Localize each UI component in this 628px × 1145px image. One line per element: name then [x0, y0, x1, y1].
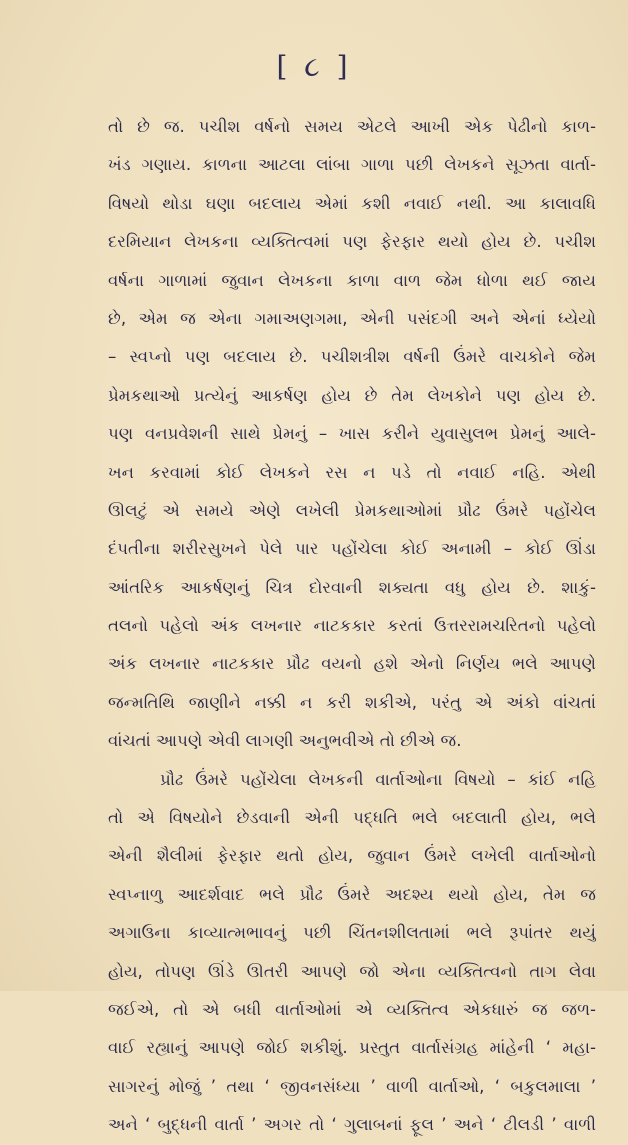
text-line: સ્વપ્નાળુ આદર્શવાદ ભલે પ્રૌઢ ઉંમરે અદશ્ય થયો હોય, તેમ જ	[108, 884, 596, 904]
text-line: વાંચતાં આપણે એવી લાગણી અનુભવીએ તો છીએ જ.	[108, 731, 462, 751]
text-line: વર્ષના ગાળામાં જુવાન લેખકના કાળા વાળ જેમ ધોળા થઈ જાય	[108, 270, 596, 290]
text-line: અંક લખનાર નાટકકાર પ્રૌઢ વયનો હશે એનો નિર્ણય ભલે આપણે	[108, 654, 596, 674]
text-line: અગાઉના કાવ્યાત્મભાવનું પછી ચિંતનશીલતામાં ભલે રૂપાંતર થયું	[108, 923, 596, 943]
text-line: દરમિયાન લેખકના વ્યક્તિત્વમાં પણ ફેરફાર થયો હોય છે. પચીશ	[108, 232, 596, 252]
text-line: તલનો પહેલો અંક લખનાર નાટકકાર કરતાં ઉત્તરરામચરિતનો પહેલો	[108, 616, 596, 636]
text-line: વિષયો થોડા ઘણા બદલાય એમાં કશી નવાઈ નથી. આ કાલાવધિ	[108, 193, 596, 213]
text-line: જઈએ, તો એ બધી વાર્તાઓમાં એ વ્યક્તિત્વ એકધારું જ જળ-	[108, 999, 596, 1019]
text-line: સાગરનું મોજું ’ તથા ‘ જીવનસંધ્યા ’ વાળી વાર્તાઓ, ‘ બકુલમાલા ’	[108, 1076, 596, 1096]
paragraph-1	[108, 108, 596, 761]
text-line: ખંડ ગણાય. કાળના આટલા લાંબા ગાળા પછી લેખકને સૂઝતા વાર્તા-	[108, 155, 596, 175]
text-line: જન્મતિથિ જાણીને નક્કી ન કરી શકીએ, પરંતુ એ અંકો વાંચતાં	[108, 692, 596, 712]
page-number: [ ૮ ]	[276, 50, 352, 83]
text-line: આંતરિક આકર્ષણનું ચિત્ર દોરવાની શક્યતા વધુ હોય છે. શાકું-	[108, 577, 596, 597]
body-text	[108, 108, 596, 1145]
text-line: તો છે જ. પચીશ વર્ષનો સમય એટલે આખી એક પેઢીનો કાળ-	[108, 117, 596, 136]
text-line: – સ્વપ્નો પણ બદલાય છે. પચીશત્રીશ વર્ષની ઉંમરે વાચકોને જેમ	[108, 347, 596, 367]
text-line: ખન કરવામાં કોઈ લેખકને રસ ન પડે તો નવાઈ નહિ. એથી	[108, 462, 596, 482]
text-line: છે, એમ જ એના ગમાઅણગમા, એની પસંદગી અને એનાં ધ્યેયો	[108, 308, 596, 328]
paragraph-2	[108, 761, 596, 1145]
text-line: ઊલટું એ સમયે એણે લખેલી પ્રેમકથાઓમાં પ્રૌઢ ઉંમરે પહોંચેલ	[108, 500, 596, 520]
text-line: દંપતીના શરીરસુખને પેલે પાર પહોંચેલા કોઈ અનામી – કોઈ ઊંડા	[108, 539, 596, 559]
text-line: તો એ વિષયોને છેડવાની એની પદ્ધતિ ભલે બદલાતી હોય, ભલે	[108, 808, 596, 828]
text-line: પ્રૌઢ ઉંમરે પહોંચેલા લેખકની વાર્તાઓના વિષયો – કાંઈ નહિ	[160, 769, 596, 789]
text-line: પ્રેમકથાઓ પ્રત્યેનું આકર્ષણ હોય છે તેમ લેખકોને પણ હોય છે.	[108, 385, 596, 405]
text-line: પણ વનપ્રવેશની સાથે પ્રેમનું – ખાસ કરીને યુવાસુલભ પ્રેમનું આલે-	[108, 424, 596, 444]
text-line: વાઈ રહ્યાનું આપણે જોઈ શકીશું. પ્રસ્તુત વાર્તાસંગ્રહ માંહેની ‘ મહા-	[108, 1038, 596, 1058]
text-line: હોય, તોપણ ઊંડે ઊતરી આપણે જો એના વ્યક્તિત્વનો તાગ લેવા	[108, 961, 596, 981]
text-line: એની શૈલીમાં ફેરફાર થતો હોય, જુવાન ઉંમરે લખેલી વાર્તાઓનો	[108, 846, 596, 866]
text-line: અને ‘ બુદ્ધની વાર્તા ’ અગર તો ‘ ગુલાબનાં ફૂલ ’ અને ‘ ટીલડી ’ વાળી	[108, 1115, 596, 1135]
